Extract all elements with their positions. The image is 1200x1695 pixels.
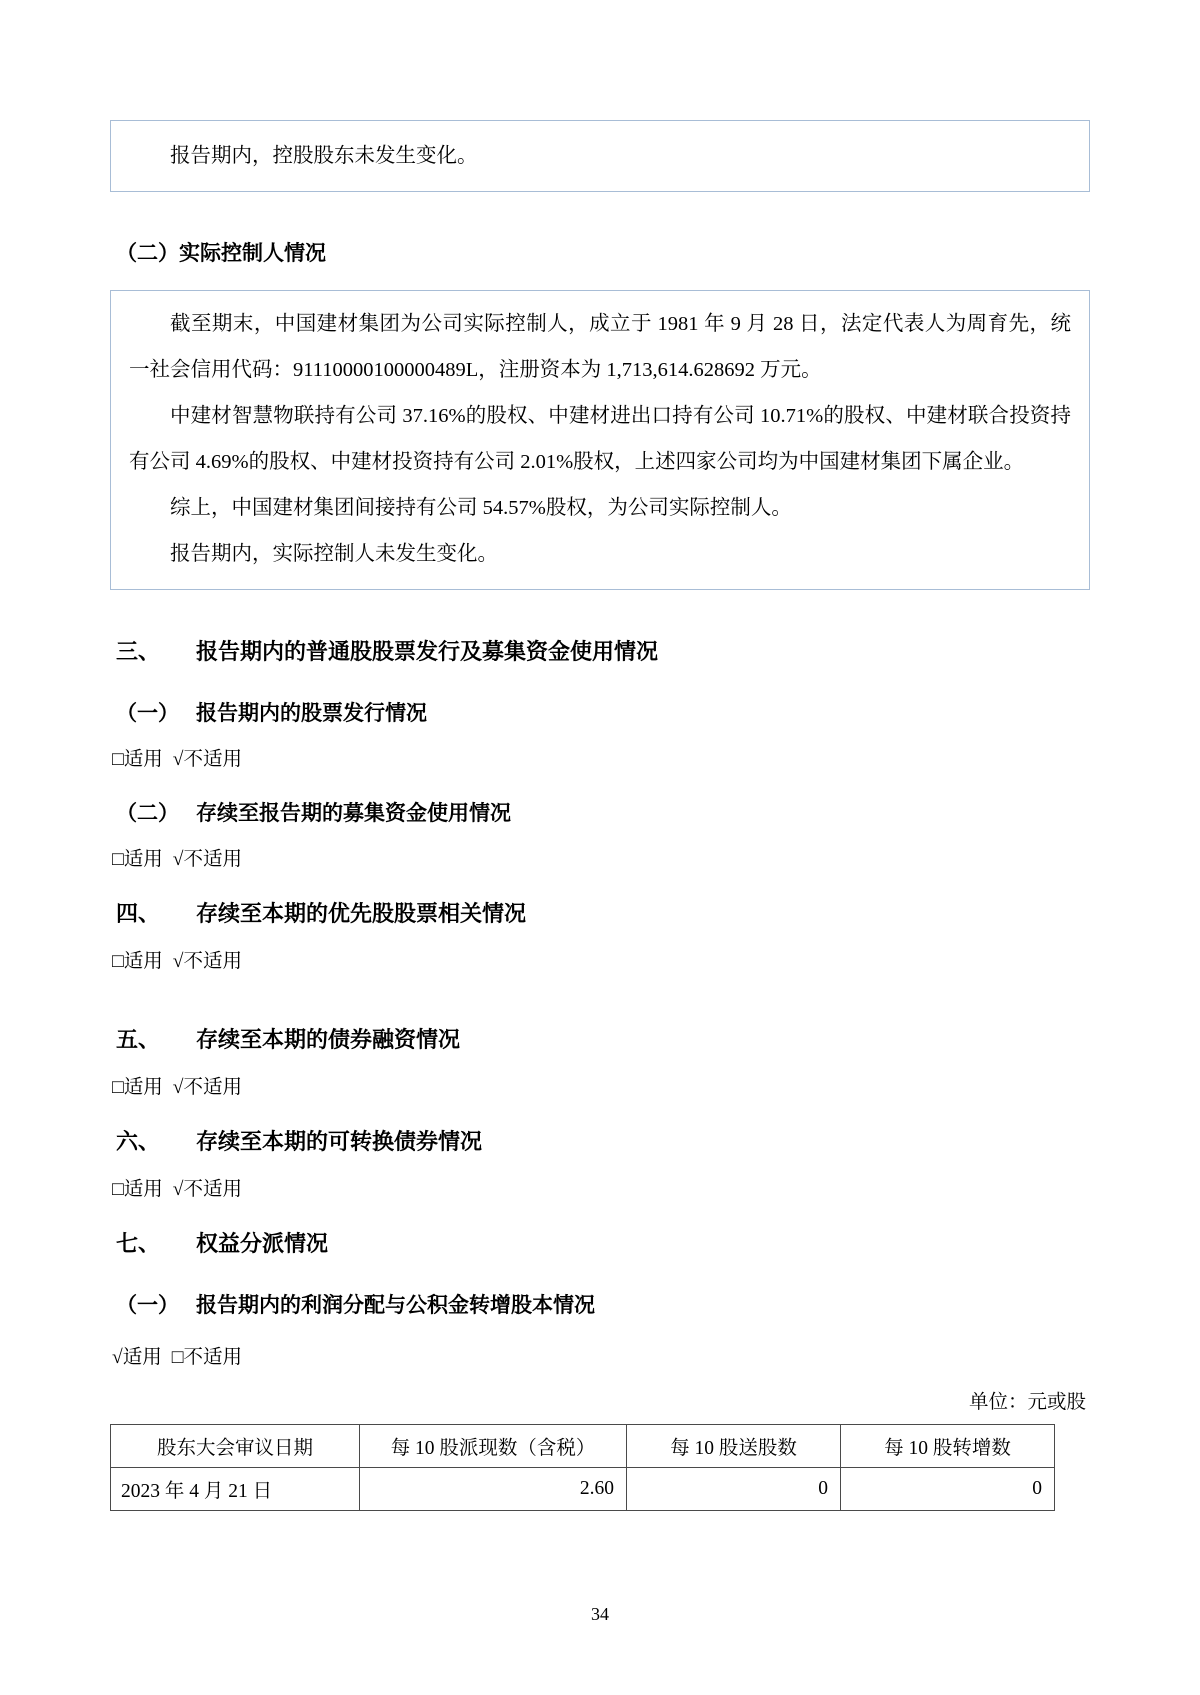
applicability-7-1-no[interactable]: □不适用 (171, 1347, 242, 1368)
applicability-7-1-yes[interactable]: √适用 (112, 1347, 162, 1368)
column-header-capitalization: 每 10 股转增数 (841, 1425, 1055, 1468)
cell-meeting-date: 2023 年 4 月 21 日 (111, 1468, 360, 1511)
section-title-5: 存续至本期的债券融资情况 (196, 1027, 461, 1052)
actual-controller-paragraph-3: 综上，中国建材集团间接持有公司 54.57%股权，为公司实际控制人。 (170, 497, 792, 519)
section-title-4: 存续至本期的优先股股票相关情况 (196, 901, 527, 926)
column-header-meeting-date: 股东大会审议日期 (111, 1425, 360, 1468)
applicability-5-yes[interactable]: □适用 (112, 1077, 163, 1098)
section-heading-4 (110, 896, 1090, 932)
section-number-7: 七、 (116, 1231, 161, 1256)
controlling-shareholder-box (110, 120, 1090, 192)
section-title-3-2: 存续至报告期的募集资金使用情况 (196, 801, 511, 825)
table-header-row (111, 1425, 1055, 1468)
applicability-3-2-no[interactable]: √不适用 (172, 849, 242, 870)
section-number-3: 三、 (116, 639, 161, 664)
applicability-6-yes[interactable]: □适用 (112, 1179, 163, 1200)
section-heading-5 (110, 1022, 1090, 1058)
applicability-4 (110, 946, 1090, 978)
applicability-5-no[interactable]: √不适用 (172, 1077, 242, 1098)
cell-capitalization: 0 (841, 1468, 1055, 1511)
section-number-7-1: （一） (116, 1293, 179, 1317)
section-number-4: 四、 (116, 901, 161, 926)
actual-controller-paragraph-1: 截至期末，中国建材集团为公司实际控制人，成立于 1981 年 9 月 28 日，法定代表人为周育先，统一社会信用代码：91110000100000489L，注册资本为 1,713,614.628692 万元。 (129, 313, 1071, 381)
applicability-5 (110, 1072, 1090, 1104)
applicability-7-1 (110, 1342, 1090, 1374)
dividend-unit-label: 单位：元或股 (968, 1392, 1086, 1413)
section-number-3-1: （一） (116, 701, 179, 725)
actual-controller-paragraph-4: 报告期内，实际控制人未发生变化。 (170, 543, 498, 565)
applicability-3-2 (110, 844, 1090, 876)
section-heading-3-2 (110, 796, 1090, 830)
section-title-3-1: 报告期内的股票发行情况 (196, 701, 427, 725)
section-heading-7-1 (110, 1288, 1090, 1322)
applicability-3-1-no[interactable]: √不适用 (172, 749, 242, 770)
applicability-4-yes[interactable]: □适用 (112, 951, 163, 972)
section-heading-3-1 (110, 696, 1090, 730)
actual-controller-box (110, 290, 1090, 590)
section-title-3: 报告期内的普通股股票发行及募集资金使用情况 (196, 639, 659, 664)
applicability-6-no[interactable]: √不适用 (172, 1179, 242, 1200)
cell-bonus-shares: 0 (627, 1468, 841, 1511)
section-title-7-1: 报告期内的利润分配与公积金转增股本情况 (196, 1293, 595, 1317)
section-number-3-2: （二） (116, 801, 179, 825)
actual-controller-paragraph-2: 中建材智慧物联持有公司 37.16%的股权、中建材进出口持有公司 10.71%的股权、中建材联合投资持有公司 4.69%的股权、中建材投资持有公司 2.01%股权，上述四家公司均为中国建材集团下属企业。 (129, 405, 1071, 473)
section-title-6: 存续至本期的可转换债券情况 (196, 1129, 483, 1154)
applicability-4-no[interactable]: √不适用 (172, 951, 242, 972)
applicability-3-2-yes[interactable]: □适用 (112, 849, 163, 870)
section-heading-7 (110, 1226, 1090, 1262)
table-row (111, 1468, 1055, 1511)
dividend-table (110, 1424, 1055, 1511)
applicability-6 (110, 1174, 1090, 1206)
column-header-cash-dividend: 每 10 股派现数（含税） (360, 1425, 627, 1468)
section-number-6: 六、 (116, 1129, 161, 1154)
applicability-3-1 (110, 744, 1090, 776)
cell-cash-dividend: 2.60 (360, 1468, 627, 1511)
controlling-shareholder-text: 报告期内，控股股东未发生变化。 (170, 145, 478, 167)
page-number: 34 (591, 1604, 609, 1624)
heading-actual-controller: （二）实际控制人情况 (116, 241, 326, 265)
section-title-7: 权益分派情况 (196, 1231, 329, 1256)
section-heading-3 (110, 634, 1090, 670)
section-number-5: 五、 (116, 1027, 161, 1052)
column-header-bonus-shares: 每 10 股送股数 (627, 1425, 841, 1468)
applicability-3-1-yes[interactable]: □适用 (112, 749, 163, 770)
section-heading-6 (110, 1124, 1090, 1160)
